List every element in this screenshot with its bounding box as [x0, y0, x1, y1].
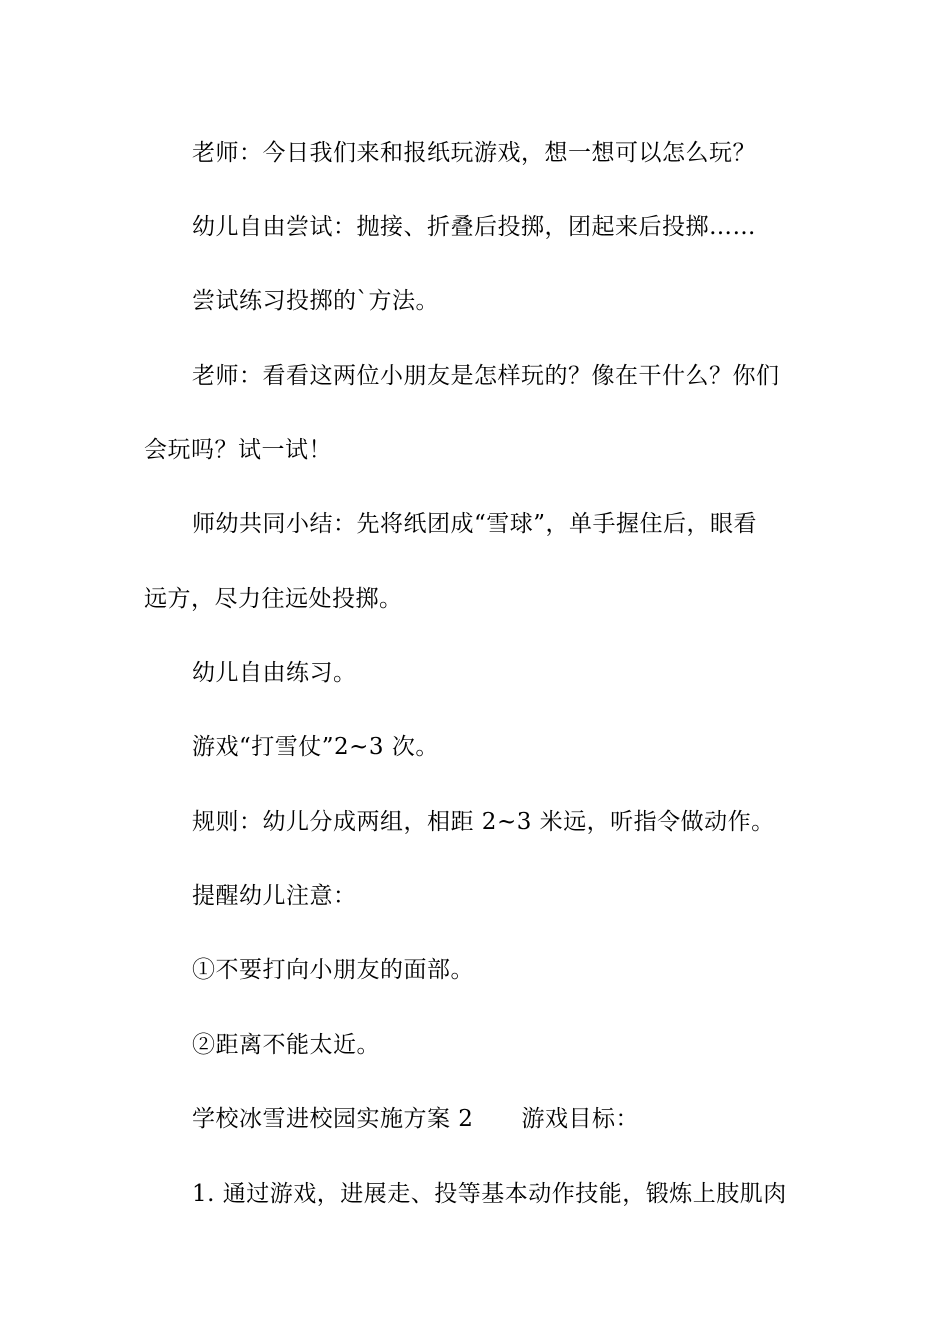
paragraph: 老师：今日我们来和报纸玩游戏，想一想可以怎么玩？	[192, 140, 756, 166]
paragraph: 幼儿自由尝试：抛接、折叠后投掷，团起来后投掷……	[192, 214, 756, 240]
paragraph-continuation: 会玩吗？试一试！	[144, 437, 332, 463]
section-title: 学校冰雪进校园实施方案 2	[192, 1106, 474, 1132]
paragraph: 老师：看看这两位小朋友是怎样玩的？像在干什么？你们	[192, 363, 780, 389]
paragraph: 幼儿自由练习。	[192, 660, 357, 686]
paragraph: 师幼共同小结：先将纸团成“雪球”，单手握住后，眼看	[192, 511, 758, 537]
paragraph: 尝试练习投掷的`方法。	[192, 288, 439, 314]
list-item: ①不要打向小朋友的面部。	[192, 957, 474, 983]
paragraph: 规则：幼儿分成两组，相距 2~3 米远，听指令做动作。	[192, 809, 775, 835]
paragraph: 提醒幼儿注意：	[192, 883, 357, 909]
section-heading-line	[192, 1104, 639, 1134]
list-item: 1. 通过游戏，进展走、投等基本动作技能，锻炼上肢肌肉	[192, 1181, 787, 1207]
paragraph: 游戏“打雪仗”2~3 次。	[192, 734, 439, 760]
section-subtitle: 游戏目标：	[521, 1106, 639, 1132]
list-item: ②距离不能太近。	[192, 1032, 380, 1058]
paragraph-continuation: 远方，尽力往远处投掷。	[144, 586, 403, 612]
